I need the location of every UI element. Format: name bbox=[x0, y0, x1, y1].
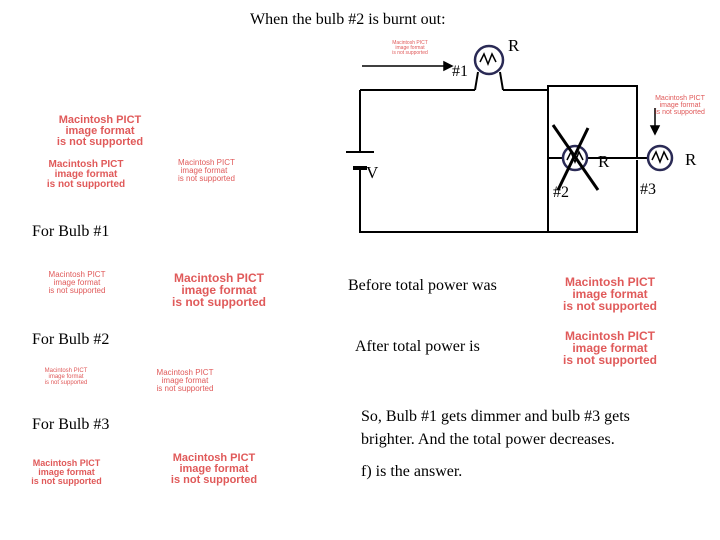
bulb-3-label: #3 bbox=[640, 181, 656, 198]
pict-placeholder-top-center: Macintosh PICT image format is not supported bbox=[392, 40, 428, 56]
bulb-2-section-label: For Bulb #2 bbox=[32, 331, 110, 348]
pict-placeholder-bulb3-b: Macintosh PICT image format is not supported bbox=[170, 452, 258, 486]
before-power-text: Before total power was bbox=[348, 277, 497, 294]
pict-placeholder-before-power: Macintosh PICT image format is not supported bbox=[563, 275, 657, 313]
pict-placeholder-bulb3-a: Macintosh PICT image format is not supported bbox=[31, 458, 102, 486]
pict-placeholder-bulb1-b: Macintosh PICT image format is not supported bbox=[172, 271, 266, 309]
arrow-to-bulb-1 bbox=[362, 62, 452, 70]
wire-left-lower bbox=[360, 160, 637, 232]
bulb-1-section-label: For Bulb #1 bbox=[32, 223, 110, 240]
pict-placeholder-bulb1-a: Macintosh PICT image format is not supported bbox=[48, 270, 106, 295]
pict-placeholder-left-2: Macintosh PICT image format is not supported bbox=[46, 159, 126, 190]
battery-label: V bbox=[366, 163, 379, 182]
bulb-2-label: #2 bbox=[553, 184, 569, 201]
pict-placeholder-after-power: Macintosh PICT image format is not supported bbox=[563, 329, 657, 367]
answer-text: f) is the answer. bbox=[361, 463, 463, 480]
bulb-1-icon bbox=[475, 46, 503, 90]
bulb-3-section-label: For Bulb #3 bbox=[32, 416, 110, 433]
pict-placeholder-bulb2-b: Macintosh PICT image format is not supported bbox=[156, 368, 214, 393]
bulb-1-resistor-label: R bbox=[508, 36, 520, 55]
page-heading: When the bulb #2 is burnt out: bbox=[250, 11, 446, 28]
conclusion-line-1: So, Bulb #1 gets dimmer and bulb #3 gets bbox=[361, 408, 630, 425]
bulb-2-resistor-label: R bbox=[598, 152, 610, 171]
pict-placeholder-top-right: Macintosh PICT image format is not supported bbox=[655, 95, 705, 116]
pict-placeholder-bulb2-a: Macintosh PICT image format is not supported bbox=[44, 368, 88, 386]
pict-placeholder-left-3: Macintosh PICT image format is not supported bbox=[178, 158, 235, 183]
bulb-3-icon bbox=[648, 146, 672, 170]
after-power-text: After total power is bbox=[355, 338, 480, 355]
bulb-1-label: #1 bbox=[452, 63, 468, 80]
pict-placeholder-left-1: Macintosh PICT image format is not supported bbox=[56, 114, 144, 148]
conclusion-line-2: brighter. And the total power decreases. bbox=[361, 431, 615, 448]
bulb-3-resistor-label: R bbox=[685, 150, 697, 169]
